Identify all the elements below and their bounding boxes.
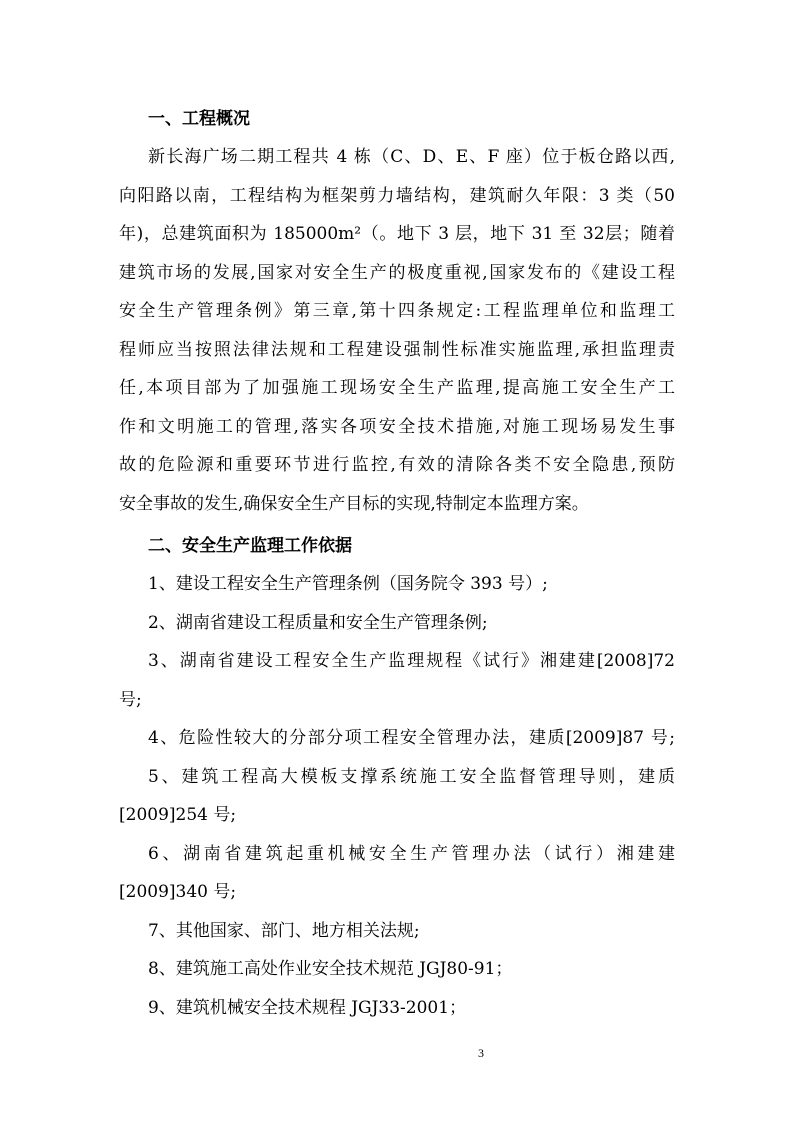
paragraph-line: 任,本项目部为了加强施工现场安全生产监理,提高施工安全生产工	[119, 378, 675, 398]
paragraph-line: 故的危险源和重要环节进行监控,有效的清除各类不安全隐患,预防	[119, 455, 675, 475]
paragraph-line: 建筑市场的发展,国家对安全生产的极度重视,国家发布的《建设工程	[119, 262, 675, 283]
list-item-line: 号;	[119, 689, 142, 710]
list-item	[119, 950, 675, 989]
paragraph-line: 程师应当按照法律法规和工程建设强制性标准实施监理,承担监理责	[119, 339, 675, 360]
list-item	[119, 604, 675, 643]
list-item-line: 3、湖南省建设工程安全生产监理规程《试行》湘建建[2008]72	[148, 651, 675, 671]
list-item	[119, 912, 675, 951]
section-heading-supervision-basis: 二、安全生产监理工作依据	[148, 536, 352, 556]
page-number: 3	[478, 1046, 484, 1060]
list-item	[119, 642, 675, 719]
list-item-line: 9、建筑机械安全技术规程 JGJ33-2001；	[148, 997, 467, 1018]
list-item-line: 2、湖南省建设工程质量和安全生产管理条例;	[148, 612, 488, 633]
list-item-line: 1、建设工程安全生产管理条例（国务院令 393 号）;	[148, 574, 548, 594]
list-item	[119, 989, 675, 1028]
list-item	[119, 565, 675, 604]
page-body	[119, 100, 675, 1027]
list-item	[119, 835, 675, 912]
list-item-line: 7、其他国家、部门、地方相关法规;	[148, 920, 420, 941]
list-item-line: [2009]254 号;	[119, 805, 237, 825]
supervision-basis-list	[119, 565, 675, 1027]
list-item-line: 6、湖南省建筑起重机械安全生产管理办法（试行）湘建建	[148, 843, 675, 864]
paragraph-line: 安全生产管理条例》第三章,第十四条规定:工程监理单位和监理工	[119, 301, 675, 321]
paragraph-line: 新长海广场二期工程共 4 栋（C、D、E、F 座）位于板仓路以西,	[148, 147, 675, 167]
list-item-line: 5、建筑工程高大模板支撑系统施工安全监督管理导则，建质	[148, 766, 675, 787]
list-item	[119, 758, 675, 835]
paragraph-line: 作和文明施工的管理,落实各项安全技术措施,对施工现场易发生事	[119, 416, 675, 437]
list-item-line: [2009]340 号;	[119, 882, 237, 902]
section-heading-project-overview: 一、工程概况	[148, 109, 250, 129]
paragraph-line: 向阳路以南，工程结构为框架剪力墙结构，建筑耐久年限：3 类（50	[119, 185, 675, 206]
list-item	[119, 719, 675, 758]
list-item-line: 8、建筑施工高处作业安全技术规范 JGJ80-91；	[148, 959, 513, 979]
paragraph-line: 安全事故的发生,确保安全生产目标的实现,特制定本监理方案。	[119, 493, 589, 514]
list-item-line: 4、危险性较大的分部分项工程安全管理办法，建质[2009]87 号;	[148, 728, 675, 748]
project-overview-paragraph	[119, 138, 675, 523]
paragraph-line: 年)，总建筑面积为 185000m²（。地下 3 层，地下 31 至 32层；随着	[119, 224, 675, 244]
